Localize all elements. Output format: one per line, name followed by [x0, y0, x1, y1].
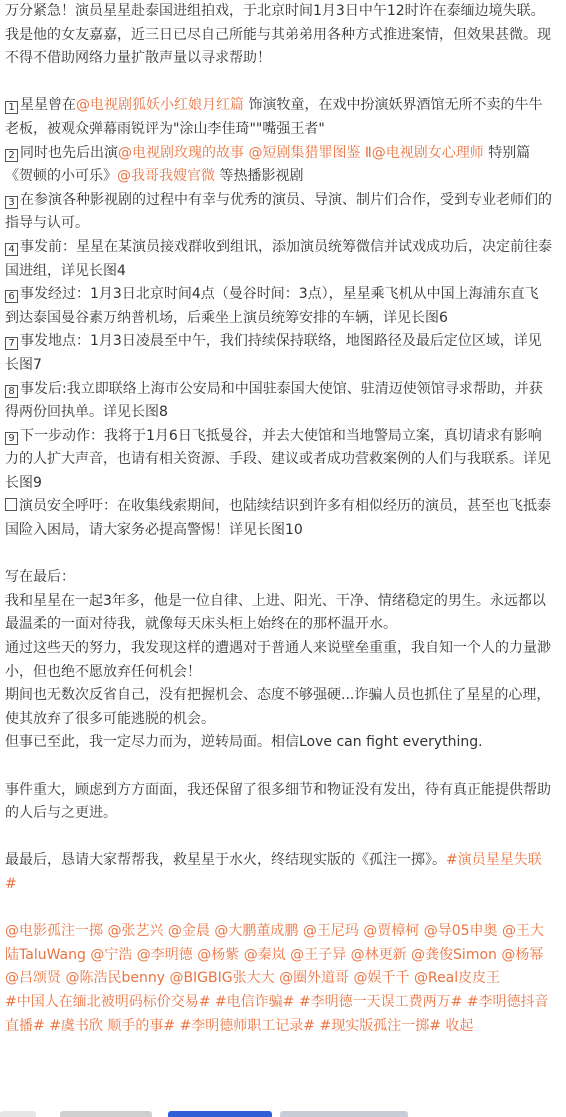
boxed-number-icon: 3	[5, 196, 18, 209]
mention-link[interactable]: @杨紫	[197, 946, 240, 963]
boxed-number-icon: 4	[5, 243, 18, 256]
spacer	[5, 543, 552, 567]
spacer	[5, 71, 552, 95]
mention-link[interactable]: @杨幂	[501, 946, 544, 963]
item-3	[5, 189, 552, 236]
item-6	[5, 283, 552, 330]
item-2-text-2: 特别篇 《贺顿的小可乐》	[5, 144, 531, 185]
mention-link[interactable]: @电视剧女心理师	[371, 144, 484, 161]
item-7-text: 事发地点：1月3日凌晨至中午，我们持续保持联络，地图路径及最后定位区域，详见长图7	[5, 333, 542, 373]
mention-link[interactable]: @短剧集猎罪图鉴 Ⅱ	[248, 144, 372, 161]
item-10-text: 演员安全呼吁：在收集线索期间，也陆续结识到许多有相似经历的演员，甚至也飞抵泰国险入困局，请大家务必提高警惕！详见长图10	[5, 498, 551, 539]
mention-link[interactable]: @王子异	[290, 946, 347, 963]
mention-link[interactable]: @电视剧玫瑰的故事	[118, 144, 244, 161]
boxed-number-icon: 9	[5, 432, 18, 445]
mention-link[interactable]: @张艺兴	[107, 923, 164, 940]
mention-link[interactable]: @陈浩民benny	[65, 970, 165, 987]
mention-link[interactable]: @大鹏董成鹏	[214, 923, 299, 940]
item-10	[5, 495, 552, 542]
strip-segment	[60, 1111, 152, 1117]
item-2-text: 同时也先后出演	[20, 144, 118, 161]
boxed-number-icon: 1	[5, 101, 18, 114]
hashtag-link[interactable]: #李明德抖音直播#	[5, 993, 549, 1034]
mention-link[interactable]: @吕颂贤	[5, 970, 61, 987]
mention-link[interactable]: @Real皮皮王	[413, 970, 501, 987]
boxed-number-icon: 6	[5, 290, 18, 303]
mention-link[interactable]: @王尼玛	[302, 923, 359, 940]
strip-segment	[168, 1111, 272, 1117]
item-1-text: 星星曾在	[20, 97, 76, 114]
mention-link[interactable]: @BIGBIG张大大	[169, 970, 275, 987]
mention-link[interactable]: @李明德	[136, 946, 193, 963]
hashtag-link[interactable]: #演员星星失联#	[5, 852, 542, 892]
spacer	[5, 755, 552, 779]
hashtag-link[interactable]: #电信诈骗#	[214, 993, 295, 1010]
mention-link[interactable]: @我哥我嫂官微	[117, 168, 215, 185]
closing-paragraph-2: 通过这些天的努力，我发现这样的遭遇对于普通人来说壁垒重重，我自知一个人的力量渺小，但也绝不愿放弃任何机会！	[5, 640, 551, 680]
hashtag-link[interactable]: #现实版孤注一掷#	[319, 1017, 441, 1034]
hashtags-list	[5, 991, 552, 1038]
closing-paragraph-5: 事件重大，顾虑到方方面面，我还保留了很多细节和物证没有发出，待有真正能提供帮助的人后与之更进。	[5, 781, 551, 822]
boxed-number-icon: 7	[5, 337, 18, 350]
spacer	[5, 897, 552, 921]
strip-segment	[0, 1111, 36, 1117]
mention-link[interactable]: @龚俊Simon	[411, 946, 497, 963]
closing-paragraph-3: 期间也无数次反省自己，没有把握机会、态度不够强硬...诈骗人员也抓住了星星的心理，使其放弃了很多可能逃脱的机会。	[5, 687, 551, 727]
mention-link[interactable]: @金晨	[167, 923, 210, 940]
spacer	[5, 826, 552, 850]
closing-paragraph-1: 我和星星在一起3年多，他是一位自律、上进、阳光、干净、情绪稳定的男生。永远都以最温柔的一面对待我，就像每天床头柜上始终在的那杯温开水。	[5, 592, 546, 633]
closing-paragraph-4: 但事已至此，我一定尽力而为，逆转局面。相信Love can fight everything.	[5, 734, 483, 751]
item-8-text: 事发后:我立即联络上海市公安局和中国驻泰国大使馆、驻清迈使领馆寻求帮助，并获得两份回执单。详见长图8	[5, 380, 543, 421]
mention-link[interactable]: @导05申奥	[423, 923, 498, 940]
item-9	[5, 425, 552, 496]
closing-text: 最最后，恳请大家帮帮我，救星星于水火，终结现实版的《孤注一掷》。	[5, 852, 446, 869]
item-4-text: 事发前：星星在某演员接戏群收到组讯，添加演员统筹微信并试戏成功后，决定前往泰国进组，详见长图4	[5, 238, 552, 279]
item-6-text: 事发经过：1月3日北京时间4点（曼谷时间：3点），星星乘飞机从中国上海浦东直飞到达泰国曼谷素万纳普机场，后乘坐上演员统筹安排的车辆，详见长图6	[5, 286, 539, 326]
boxed-number-icon: 8	[5, 385, 18, 398]
strip-segment	[280, 1111, 408, 1117]
mention-link[interactable]: @宁浩	[90, 946, 133, 963]
mention-link[interactable]: @电影孤注一掷	[5, 923, 103, 940]
item-1-text-2: 饰演牧童，在戏中扮演妖界酒馆无所不卖的牛牛老板，被观众弹幕雨锐评为"涂山李佳琦""嘴强王者"	[5, 97, 543, 137]
empty-box-icon	[5, 498, 17, 511]
item-7	[5, 330, 552, 377]
item-1	[5, 94, 552, 141]
item-8	[5, 378, 552, 425]
mention-link[interactable]: @电视剧狐妖小红娘月红篇	[76, 97, 244, 114]
mention-link[interactable]: @贾樟柯	[363, 923, 420, 940]
boxed-number-icon: 2	[5, 149, 18, 162]
item-9-text: 下一步动作：我将于1月6日飞抵曼谷，并去大使馆和当地警局立案，真切请求有影响力的人扩大声音，也请有相关资源、手段、建议或者成功营救案例的人们与我联系。详见长图9	[5, 427, 551, 491]
mention-link[interactable]: @林更新	[350, 946, 407, 963]
hashtag-link[interactable]: #中国人在缅北被明码标价交易#	[5, 993, 211, 1010]
collapse-button[interactable]: 收起	[445, 1017, 474, 1034]
mentions-list	[5, 920, 552, 991]
item-2-text-3: 等热播影视剧	[215, 168, 304, 185]
hashtag-link[interactable]: #李明德师职工记录#	[179, 1017, 316, 1034]
intro-paragraph-1: 万分紧急！演员星星赴泰国进组拍戏，于北京时间1月3日中午12时许在泰缅边境失联。	[5, 3, 545, 19]
mention-link[interactable]: @圈外道哥	[279, 970, 350, 987]
mention-link[interactable]: @秦岚	[243, 946, 286, 963]
hashtag-link[interactable]: #李明德一天误工费两万#	[298, 993, 463, 1010]
item-4	[5, 236, 552, 283]
closing-paragraph-6	[5, 849, 552, 896]
bottom-strip	[0, 1111, 566, 1117]
item-2	[5, 142, 552, 189]
intro-paragraph-2: 我是他的女友嘉嘉，近三日已尽自己所能与其弟弟用各种方式推进案情，但效果甚微。现不得不借助网络力量扩散声量以寻求帮助！	[5, 26, 551, 67]
closing-heading: 写在最后：	[5, 569, 75, 586]
mention-link[interactable]: @娱千千	[353, 970, 410, 987]
hashtag-link[interactable]: #虞书欣 顺手的事#	[49, 1017, 176, 1034]
item-3-text: 在参演各种影视剧的过程中有幸与优秀的演员、导演、制片们合作，受到专业老师们的指导与认可。	[5, 191, 552, 232]
mention-link[interactable]: @王大陆TaluWang	[5, 923, 544, 963]
